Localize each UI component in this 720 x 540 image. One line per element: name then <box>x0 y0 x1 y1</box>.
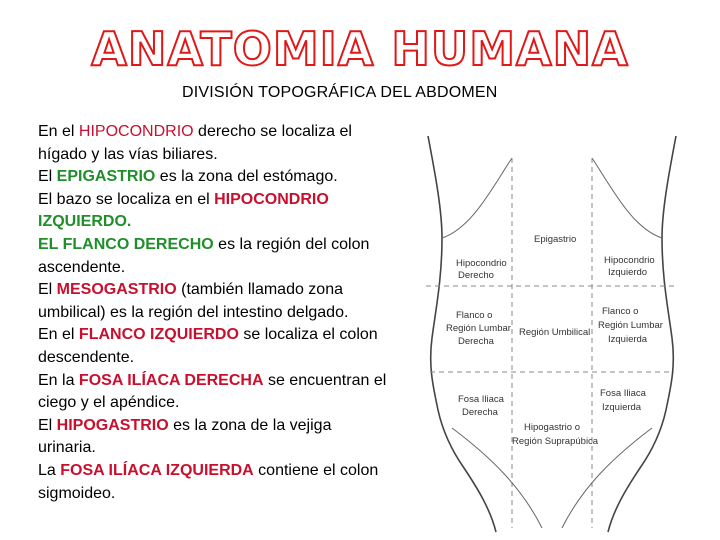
label-flanco-derecho-2: Región Lumbar <box>446 323 511 334</box>
label-flanco-izquierdo-2: Región Lumbar <box>598 320 663 331</box>
label-hipogastrio-2: Región Suprapúbica <box>512 436 599 447</box>
paragraph-flanco-izquierdo: En el FLANCO IZQUIERDO se localiza el colon descendente. <box>38 326 378 366</box>
keyword: MESOGASTRIO <box>56 281 177 299</box>
keyword: FOSA ILÍACA IZQUIERDA <box>60 461 254 479</box>
keyword: FLANCO IZQUIERDO <box>78 326 239 344</box>
costal-left <box>442 158 512 238</box>
paragraph-epigastrio: El EPIGASTRIO es la zona del estómago. <box>38 168 338 186</box>
paragraph-fosa-iliaca-izquierda: La FOSA ILÍACA IZQUIERDA contiene el colon sigmoideo. <box>38 461 379 502</box>
paragraph-flanco-derecho: EL FLANCO DERECHO es la región del colon ascendente. <box>38 235 370 276</box>
paragraph-hipocondrio-izquierdo: El bazo se localiza en el HIPOCONDRIO IZQUIERDO. <box>38 190 329 231</box>
description-text <box>38 121 390 505</box>
page-subtitle: DIVISIÓN TOPOGRÁFICA DEL ABDOMEN <box>182 84 498 101</box>
keyword: EL FLANCO DERECHO <box>38 235 214 253</box>
label-flanco-izquierdo-3: Izquierda <box>608 334 648 345</box>
keyword: EPIGASTRIO <box>56 168 156 186</box>
abdomen-regions-diagram <box>412 128 692 534</box>
page-title: ANATOMIA HUMANA <box>91 22 629 76</box>
paragraph-hipogastrio: El HIPOGASTRIO es la zona de la vejiga urinaria. <box>38 416 332 457</box>
label-fosa-iliaca-izquierda-1: Fosa Iliaca <box>600 388 646 399</box>
keyword: HIPOCONDRIO <box>78 123 194 140</box>
keyword: FOSA ILÍACA DERECHA <box>78 371 264 389</box>
paragraph-mesogastrio: El MESOGASTRIO (también llamado zona umbilical) es la región del intestino delgado. <box>38 281 349 321</box>
label-fosa-iliaca-izquierda-2: Izquierda <box>602 402 642 413</box>
keyword: IZQUIERDO. <box>38 213 132 231</box>
label-flanco-izquierdo-1: Flanco o <box>602 306 639 317</box>
keyword: HIPOGASTRIO <box>56 416 169 434</box>
label-hipocondrio-derecho-1: Hipocondrio <box>456 258 507 269</box>
label-flanco-derecho-3: Derecha <box>458 336 494 347</box>
costal-right <box>592 158 662 238</box>
label-fosa-iliaca-derecha-2: Derecha <box>462 407 498 418</box>
label-region-umbilical: Región Umbilical <box>519 327 591 338</box>
torso-left-outline <box>428 136 496 532</box>
label-hipocondrio-izquierdo-1: Hipocondrio <box>604 255 655 266</box>
paragraph-fosa-iliaca-derecha: En la FOSA ILÍACA DERECHA se encuentran el ciego y el apéndice. <box>38 371 387 412</box>
keyword: HIPOCONDRIO <box>214 190 329 208</box>
label-epigastrio: Epigastrio <box>534 234 577 245</box>
label-fosa-iliaca-derecha-1: Fosa Iliaca <box>458 394 504 405</box>
paragraph-hipocondrio-derecho: En el HIPOCONDRIO derecho se localiza el hígado y las vías biliares. <box>38 123 352 163</box>
label-hipogastrio-1: Hipogastrio o <box>524 422 580 433</box>
label-hipocondrio-izquierdo-2: Izquierdo <box>608 267 648 278</box>
label-hipocondrio-derecho-2: Derecho <box>458 270 494 281</box>
label-flanco-derecho-1: Flanco o <box>456 310 493 321</box>
abdomen-outline <box>412 128 692 534</box>
